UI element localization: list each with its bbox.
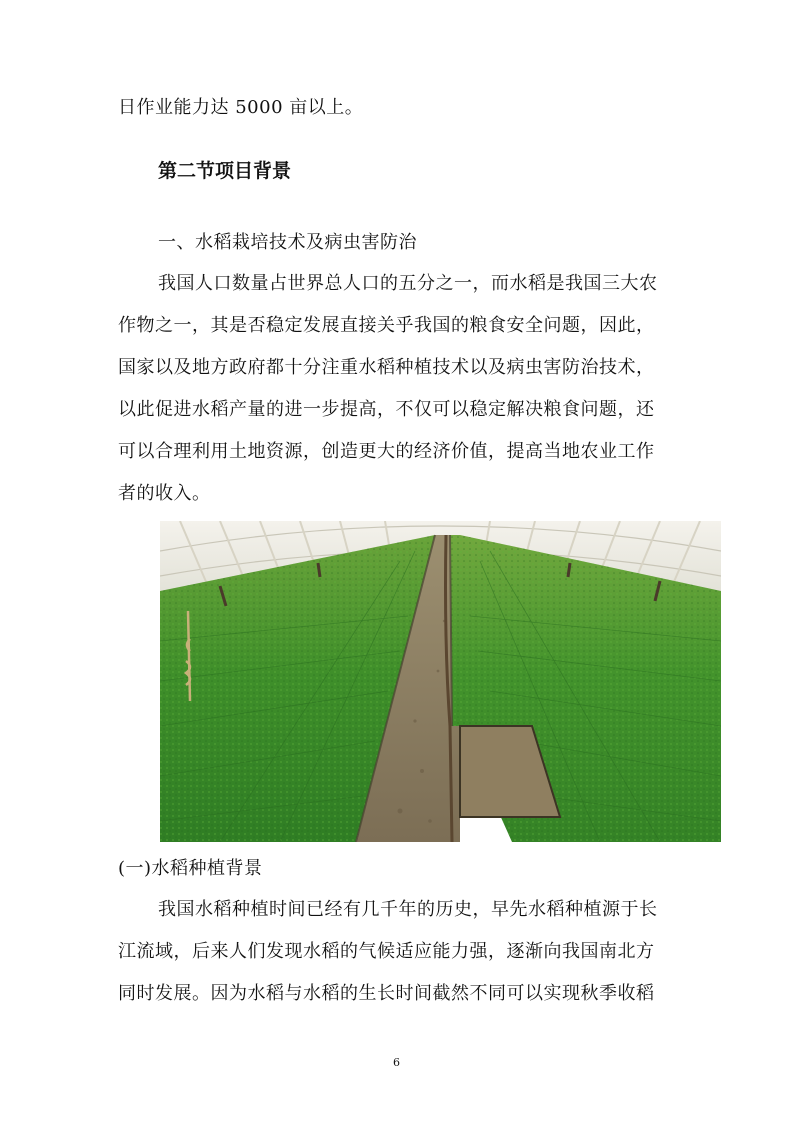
- body-text-line: 日作业能力达 5000 亩以上。: [118, 97, 364, 118]
- paragraph-line: 我国人口数量占世界总人口的五分之一，而水稻是我国三大农: [158, 273, 658, 294]
- page-number: 6: [393, 1056, 400, 1069]
- paragraph-line: 可以合理利用土地资源，创造更大的经济价值，提高当地农业工作: [118, 441, 655, 462]
- paragraph-line: 作物之一，其是否稳定发展直接关乎我国的粮食安全问题，因此，: [118, 315, 655, 336]
- paragraph-line: 以此促进水稻产量的进一步提高，不仅可以稳定解决粮食问题，还: [118, 399, 655, 420]
- paragraph-line: 我国水稻种植时间已经有几千年的历史，早先水稻种植源于长: [158, 899, 658, 920]
- paragraph-line: 者的收入。: [118, 483, 211, 504]
- paragraph-line: 江流域，后来人们发现水稻的气候适应能力强，逐渐向我国南北方: [118, 941, 655, 962]
- sub-heading: (一)水稻种植背景: [118, 858, 263, 879]
- sub-heading: 一、水稻栽培技术及病虫害防治: [158, 232, 417, 253]
- paragraph-line: 国家以及地方政府都十分注重水稻种植技术以及病虫害防治技术，: [118, 357, 655, 378]
- rice-seedling-greenhouse-photo: [160, 521, 721, 842]
- section-heading: 第二节项目背景: [158, 160, 292, 182]
- paragraph-line: 同时发展。因为水稻与水稻的生长时间截然不同可以实现秋季收稻: [118, 983, 655, 1004]
